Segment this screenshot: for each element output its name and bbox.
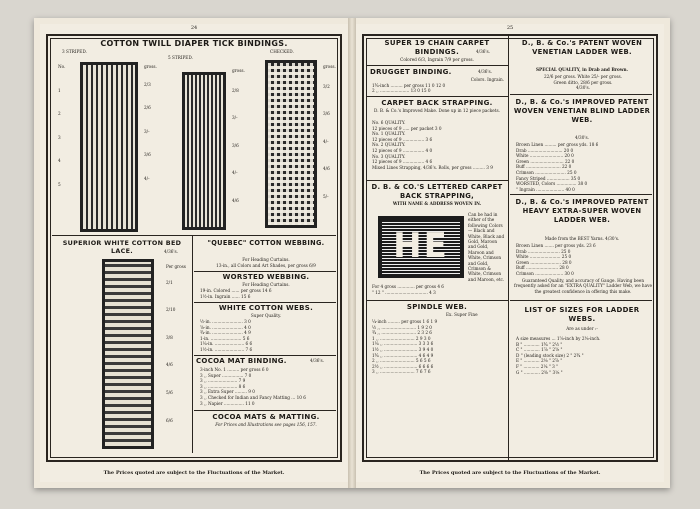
cocoa-unit: 4/36's. [310,358,325,363]
col-label-5-striped: 5 STRIPED. [168,55,193,60]
tick-bindings-title: COTTON TWILL DIAPER TICK BINDINGS. [100,39,288,48]
worsted-sub: For Heading Curtains. [242,282,290,287]
improved-sub: 4/30's. [574,135,590,140]
heavy-note: Guaranteed Quality, and accuracy of Gauge. Having been frequently asked for an "EXTRA QUALITY" Ladder Web, we have the greatest confidence in offering this make. [514,278,652,294]
divider [510,194,652,195]
swatch-a-prices: gross. 2/3 2/6 3/- 3/6 4/- [144,64,157,181]
sizes-sub: Are as under :- [566,326,598,331]
divider [194,355,336,356]
worsted-rows: 19-in. Colored ...... per gross 14 6 1½-in. Ingrain ...... 15 6 [200,288,272,299]
worsted-webbing-title: WORSTED WEBBING. [222,273,310,281]
sizes-rows: A size measures ... 1⅝-inch by 2⅜-inch. B " ............ 1¾ " 2½ " C " ............ 1⅞ " 2⅝ " D " (leading stock size) 2 " 2¾ " E " ............ 2⅛ " 2⅞ " F " ............ 2¼ " 3 " G " ............ 2⅜ " 3⅛ " [516,336,601,375]
cocoa-rows: 3-inch No. 1 ......... per gross 6 0 3 ,, Super ................ 7 0 3 ,, ...................... 7 9 3 ,, ...................... 8 6 3 ,, Extra Super ......... 9 0 3 ,, Checked for Indian and Fancy Matting ... 10 6 3 ,, Napier ............... 11 0 [200,367,306,406]
improved-ladder-title: D., B. & Co.'s IMPROVED PATENT WOVEN VENETIAN BLIND LADDER WEB. [513,98,651,124]
sizes-title: LIST OF SIZES FOR LADDER WEBS. [524,306,640,323]
lettered-strapping-title: D. B. & CO.'S LETTERED CARPET BACK STRAPPING, [371,183,503,200]
divider [366,65,508,66]
lettered-strap-sample [378,216,464,278]
patent-special: SPECIAL QUALITY, in Drab and Brown. [536,67,628,72]
divider [366,96,508,97]
quebec-sub: For Heading Curtains. [242,257,290,262]
divider [194,410,336,411]
swatch-a-numbers: No. 1 2 3 4 5 [58,64,66,187]
page-number: 25 [506,25,514,31]
super-chain-sub: Colored 6/3, Ingrain 7/9 per gross. [400,57,474,62]
quebec-line: 13-in., all Colors and Art Shades, per gross 6/9 [216,263,316,268]
striped-tick-swatch [80,62,138,232]
white-webs-title: WHITE COTTON WEBS. [218,304,314,312]
heavy-rows: Brown Linen ....... per gross yds. 23 6 Drab ........................ 25 0 White ....................... 25 0 Green ....................... 28 0 Buff ........................ 28 0 Crimson ..................... 30 0 [516,243,596,276]
swatch-b-prices: gross. 2/8 3/- 3/6 4/- 4/6 [232,68,245,203]
book-gutter [348,18,356,488]
cocoa-binding-title: COCOA MAT BINDING. [196,357,287,365]
white-webs-rows: ½-in. ....................... 3 0 ⅝-in. ....................... 4 0 ¾-in. ....................... 4 9 1-in. ....................... 5 6 1¼-in. ...................... 6 6 1½-in. ...................... 7 6 [200,319,253,352]
carpet-strapping-rows: No. 6 QUALITY. 12 pieces of 9 ..... per packet 3 0 No. 1 QUALITY. 12 pieces of 9 ................ 3 6 No. 2 QUALITY. 12 pieces of 9 ................ 4 0 No. 3 QUALITY. 12 pieces of 9 ................ 4 6 Mixed Lines Strapping, 4/36's. Rolls, per gross ......... 3 9 [372,120,493,170]
section-divider [52,235,336,236]
divider [510,300,652,301]
divider [366,180,508,181]
strap-letters: HE [393,226,449,266]
lettered-note: Can be had in either of the following Colors— Black and White, Black and Gold, Maroon and Gold, Maroon and White, Crimson and Gold, Crimson & White, Crimson and Maroon, etc. [468,212,505,282]
improved-rows: Brown Linen ......... per gross yds. 18 6 Drab .......................... 20 0 White ......................... 20 0 Green ......................... 22 0 Buff .......................... 22 0 Crimson ....................... 25 0 Fancy Striped ................. 35 0 WORSTED, Colors ............... 38 0 " Ingrain ..................... 40 0 [516,142,599,192]
bed-lace-prices: Per gross 2/1 2/10 3/8 4/6 5/6 6/6 [166,264,186,423]
divider [366,300,508,301]
column-divider [508,36,509,460]
lettered-sub: WITH NAME & ADDRESS WOVEN IN. [392,201,482,206]
col-label-3-striped: 3 STRIPED. [62,49,87,54]
divider [194,302,336,303]
carpet-strapping-title: CARPET BACK STRAPPING. [381,99,493,107]
quebec-webbing-title: "QUEBEC" COTTON WEBBING. [207,239,325,247]
divider [194,271,336,272]
catalogue-spread [34,18,670,488]
patent-ladder-title: D., B. & Co.'s PATENT WOVEN VENETIAN LADDER WEB. [521,39,643,56]
lettered-rows: For 4 gross ............. per gross 4 6 " 12 " ................................ 4 3 [372,284,444,295]
heavy-sub: Made from the BEST Yarns. 4/30's. [544,236,620,241]
heavy-ladder-title: D., B. & Co.'s IMPROVED PATENT HEAVY EXTRA-SUPER WOVEN LADDER WEB. [515,198,649,224]
cocoa-mats-title: COCOA MATS & MATTING. [212,413,320,421]
page-footer: The Prices quoted are subject to the Fluctuations of the Market. [103,470,285,476]
drugget-title: DRUGGET BINDING. [370,68,452,76]
col-label-checked: CHECKED. [270,49,294,54]
column-divider [192,235,193,453]
bed-lace-title: SUPERIOR WHITE COTTON BED LACE. [62,239,182,255]
bed-lace-unit: 4/36's. [164,249,179,254]
checked-tick-swatch [265,60,317,228]
divider [510,94,652,95]
five-striped-tick-swatch [182,72,226,230]
spindle-head: Ex. Super Fine [446,312,478,317]
super-chain-title: SUPER 19 CHAIN CARPET BINDINGS. [384,39,490,56]
drugget-rows: Colors. Ingrain. 1¾-inch ......... per gross 11 0 12 0 2 ,, ...................... 13 0 15 0 [372,77,504,94]
spindle-rows: ¼-inch ......... per gross 1 6 1 9 ½ ,, .......................... 1 9 2 0 ¾ ,, .......................... 2 3 2 6 1 ,, .......................... 2 9 3 0 1¼ ,, ......................... 3 3 3 6 1½ ,, ......................... 3 9 4 0 1¾ ,, ......................... 4 6 4 9 2 ,, .......................... 5 6 5 6 2½ ,, ......................... 6 6 6 6 3 ,, .......................... 7 6 7 6 [372,319,438,375]
carpet-strapping-sub: D. B. & Co.'s Improved Make. Done up in 12 piece packets. [374,108,500,113]
page-number: 24 [190,25,198,31]
page-footer: The Prices quoted are subject to the Fluctuations of the Market. [419,470,601,476]
drugget-unit: 4/36's. [478,69,493,74]
spindle-web-title: SPINDLE WEB. [406,303,468,311]
right-page [356,24,664,482]
bed-lace-swatch [102,259,154,449]
cocoa-mats-sub: For Prices and Illustrations see pages 156, 157. [215,422,317,427]
left-page [40,24,348,482]
white-webs-sub: Super Quality. [250,313,282,318]
super-chain-unit: 4/36's. [476,49,491,54]
patent-rows: 22/6 per gross. White 25/- per gross. Green ditto, 28/6 per gross. 4/30's. [543,74,623,91]
swatch-c-prices: gross. 3/2 3/6 4/- 4/6 5/- [323,64,336,199]
